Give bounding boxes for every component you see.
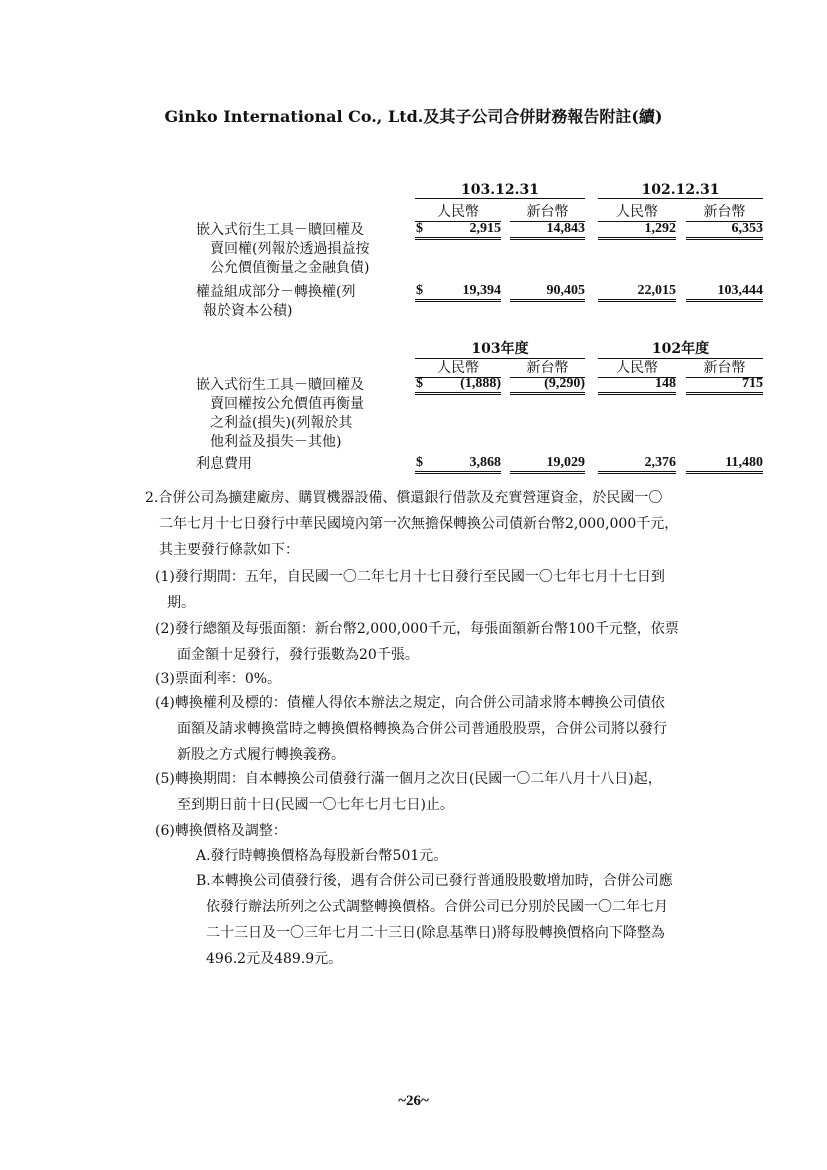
sub-item-line: 496.2元及489.9元。 <box>206 951 343 967</box>
column-header-ntd: 新台幣 <box>510 357 585 378</box>
value-cell: 90,405 <box>510 283 585 302</box>
value-cell: 715 <box>686 376 763 395</box>
currency-symbol: $ <box>416 283 423 298</box>
paragraph-2 <box>145 485 795 563</box>
value-cell: 11,480 <box>686 455 763 474</box>
sub-item-line: 依發行辦法所列之公式調整轉換價格。合併公司已分別於民國一〇二年七月 <box>206 899 668 915</box>
item-line: (4)轉換權利及標的：債權人得依本辦法之規定，向合併公司請求將本轉換公司債依 <box>155 695 665 711</box>
paragraph-line: 其主要發行條款如下： <box>159 542 299 558</box>
value-cell: 103,444 <box>686 283 763 302</box>
row-label-remeasurement-gain <box>196 376 364 452</box>
item-4 <box>155 690 795 768</box>
period-header-103: 103年度 <box>415 338 585 359</box>
page-title <box>0 104 827 127</box>
item-line: 新股之方式履行轉換義務。 <box>177 747 345 763</box>
column-header-ntd: 新台幣 <box>686 201 763 222</box>
currency-symbol: $ <box>416 376 423 391</box>
sub-item-line: A.發行時轉換價格為每股新台幣501元。 <box>196 848 448 864</box>
row-label-line: 權益組成部分－轉換權(列 <box>196 284 356 300</box>
period-header-102: 102年度 <box>598 338 763 359</box>
item-6 <box>155 818 795 844</box>
value-cell: (1,888) <box>415 376 501 395</box>
row-label-line: 嵌入式衍生工具－贖回權及 <box>196 377 364 393</box>
value-cell: 148 <box>598 376 676 395</box>
period-header-102-12-31: 102.12.31 <box>598 182 763 199</box>
column-header-rmb: 人民幣 <box>415 357 501 378</box>
period-header-103-12-31: 103.12.31 <box>415 182 585 199</box>
item-line: 面金額十足發行，發行張數為20千張。 <box>177 647 419 663</box>
sub-item-line: 二十三日及一〇三年七月二十三日(除息基準日)將每股轉換價格向下降整為 <box>206 925 665 941</box>
sub-item-a <box>196 843 796 869</box>
value-cell: 19,029 <box>510 455 585 474</box>
value-cell: 6,353 <box>686 221 763 240</box>
item-line: (1)發行期間：五年，自民國一〇二年七月十七日發行至民國一〇七年七月十七日到 <box>155 569 665 585</box>
row-label-line: 利息費用 <box>196 456 252 472</box>
paragraph-line: 二年七月十七日發行中華民國境內第一次無擔保轉換公司債新台幣2,000,000千元， <box>159 516 679 532</box>
item-line: (6)轉換價格及調整： <box>155 823 287 839</box>
row-label-line: 報於資本公積) <box>203 303 293 319</box>
value-cell: 19,394 <box>415 283 501 302</box>
item-line: (2)發行總額及每張面額：新台幣2,000,000千元，每張面額新台幣100千元整，依票 <box>155 621 679 637</box>
item-5 <box>155 766 795 818</box>
column-header-ntd: 新台幣 <box>510 201 585 222</box>
value-cell: 1,292 <box>598 221 676 240</box>
row-label-line: 之利益(損失)(列報於其 <box>210 415 353 431</box>
sub-item-b <box>196 868 796 972</box>
column-header-rmb: 人民幣 <box>598 201 676 222</box>
column-header-ntd: 新台幣 <box>686 357 763 378</box>
column-header-rmb: 人民幣 <box>415 201 501 222</box>
row-label-line: 賣回權(列報於透過損益按 <box>210 241 370 257</box>
value-cell: (9,290) <box>510 376 585 395</box>
item-3 <box>155 666 795 692</box>
row-label-line: 嵌入式衍生工具－贖回權及 <box>196 222 364 238</box>
row-label-embedded-derivative <box>196 221 369 278</box>
currency-symbol: $ <box>416 455 423 470</box>
item-line: (5)轉換期間：自本轉換公司債發行滿一個月之次日(民國一〇二年八月十八日)起， <box>155 771 662 787</box>
value-cell: 2,915 <box>415 221 501 240</box>
row-label-line: 公允價值衡量之金融負債) <box>210 260 370 276</box>
item-line: (3)票面利率：0%。 <box>155 671 282 687</box>
item-line: 期。 <box>167 595 195 611</box>
value-cell: 3,868 <box>415 455 501 474</box>
value-cell: 14,843 <box>510 221 585 240</box>
item-line: 面額及請求轉換當時之轉換價格轉換為合併公司普通股股票，合併公司將以發行 <box>177 721 667 737</box>
value-cell: 2,376 <box>598 455 676 474</box>
item-line: 至到期日前十日(民國一〇七年七月七日)止。 <box>177 797 454 813</box>
item-2 <box>155 616 795 668</box>
page-title-text: Ginko International Co., Ltd.及其子公司合併財務報告附註(續) <box>164 107 663 126</box>
sub-item-line: B.本轉換公司債發行後，遇有合併公司已發行普通股股數增加時，合併公司應 <box>196 873 673 889</box>
row-label-equity-conversion <box>196 283 355 321</box>
row-label-line: 他利益及損失－其他) <box>210 434 342 450</box>
item-1 <box>155 564 795 616</box>
row-label-line: 賣回權按公允價值再衡量 <box>210 396 364 412</box>
paragraph-line: 2.合併公司為擴建廠房、購買機器設備、償還銀行借款及充實營運資金，於民國一〇 <box>145 490 663 506</box>
currency-symbol: $ <box>416 221 423 236</box>
row-label-interest-expense <box>196 455 252 474</box>
page-number: ~26~ <box>398 1093 429 1109</box>
column-header-rmb: 人民幣 <box>598 357 676 378</box>
value-cell: 22,015 <box>598 283 676 302</box>
